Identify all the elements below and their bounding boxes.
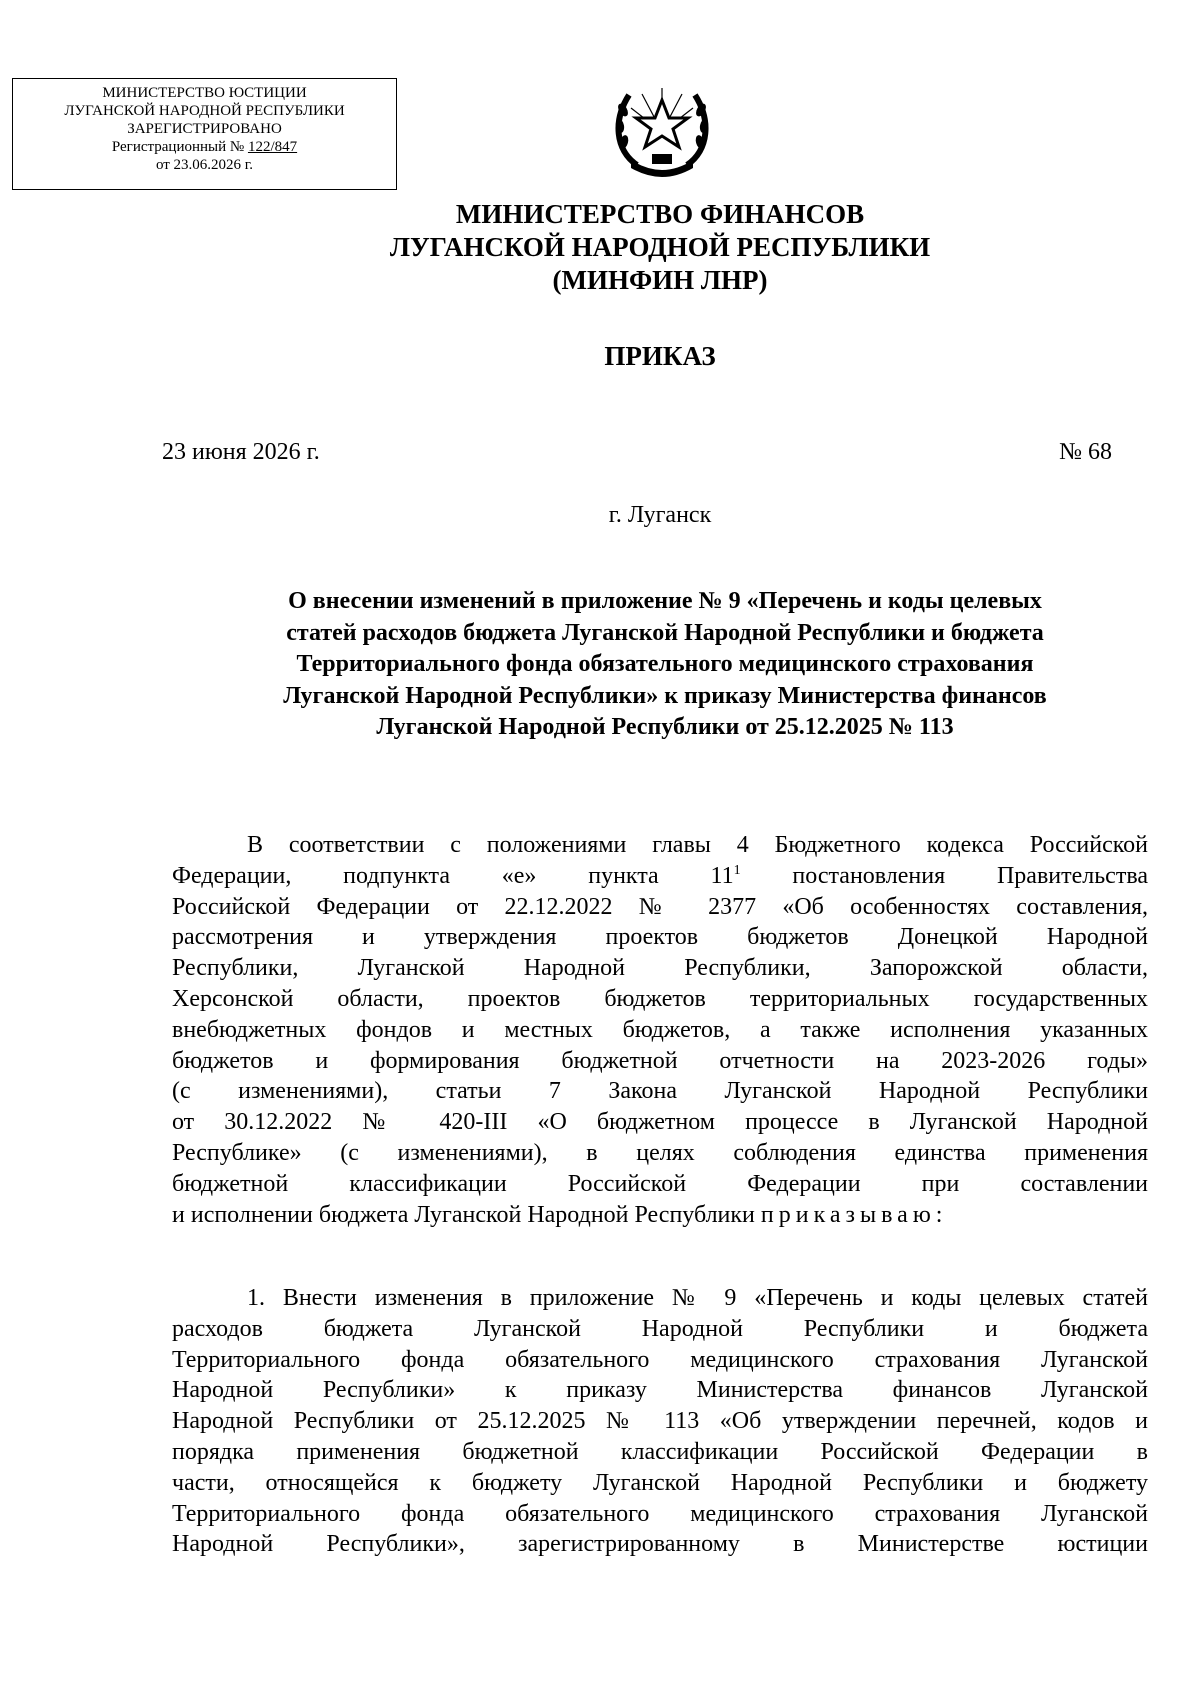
paragraph-line: Территориального фонда обязательного медицинского страхования Луганской (172, 1500, 1148, 1527)
document-city: г. Луганск (608, 502, 712, 528)
paragraph-line: рассмотрения и утверждения проектов бюджетов Донецкой Народной (172, 924, 1148, 951)
paragraph-line: Российской Федерации от 22.12.2022 № 2377 «Об особенностях составления, (172, 893, 1148, 920)
document-date: 23 июня 2026 г. (162, 439, 320, 465)
organization-line: (МИНФИН ЛНР) (552, 265, 768, 295)
paragraph-line: Территориального фонда обязательного медицинского страхования Луганской (172, 1346, 1148, 1373)
paragraph-line (172, 861, 1148, 892)
subject-line: Луганской Народной Республики от 25.12.2025 № 113 (376, 714, 954, 740)
paragraph-line (172, 1200, 1148, 1231)
paragraph-line: расходов бюджета Луганской Народной Республики и бюджета (172, 1315, 1148, 1342)
paragraph-line: (с изменениями), статьи 7 Закона Луганской Народной Республики (172, 1078, 1148, 1105)
subject-line: статей расходов бюджета Луганской Народной Республики и бюджета (286, 619, 1044, 646)
stamp-registration-line (13, 138, 396, 156)
stamp-line: ЛУГАНСКОЙ НАРОДНОЙ РЕСПУБЛИКИ (64, 103, 345, 119)
subject-line: О внесении изменений в приложение № 9 «Перечень и коды целевых (288, 588, 1042, 614)
stamp-line: ЗАРЕГИСТРИРОВАНО (127, 121, 282, 137)
document-number: № 68 (1059, 439, 1112, 465)
paragraph-line: порядка применения бюджетной классификации Российской Федерации в (172, 1438, 1148, 1465)
paragraph-line: бюджетной классификации Российской Федерации при составлении (172, 1170, 1148, 1197)
paragraph-line: Херсонской области, проектов бюджетов территориальных государственных (172, 985, 1148, 1012)
paragraph-text: постановления Правительства (740, 862, 1148, 889)
superscript: 1 (733, 862, 741, 878)
stamp-reg-label: Регистрационный № (111, 139, 245, 155)
paragraph-line: Народной Республики» к приказу Министерства финансов Луганской (172, 1377, 1148, 1404)
order-item-1 (172, 1283, 1148, 1560)
preamble-paragraph (172, 830, 1148, 1230)
subject-line: Луганской Народной Республики» к приказу Министерства финансов (283, 682, 1047, 709)
paragraph-line: 1. Внести изменения в приложение № 9 «Перечень и коды целевых статей (247, 1285, 1148, 1311)
lnr-coat-of-arms-icon (607, 70, 717, 180)
subject-line: Территориального фонда обязательного медицинского страхования (296, 651, 1034, 677)
paragraph-text: и исполнении бюджета Луганской Народной Республики (172, 1201, 761, 1228)
stamp-line: МИНИСТЕРСТВО ЮСТИЦИИ (102, 85, 307, 101)
registration-stamp (12, 78, 397, 190)
paragraph-line: Народной Республики от 25.12.2025 № 113 «Об утверждении перечней, кодов и (172, 1408, 1148, 1435)
paragraph-line: В соответствии с положениями главы 4 Бюджетного кодекса Российской (247, 832, 1148, 858)
paragraph-line: бюджетов и формирования бюджетной отчетности на 2023-2026 годы» (172, 1047, 1148, 1074)
document-type: ПРИКАЗ (604, 341, 716, 371)
document-subject (175, 586, 1155, 744)
stamp-date: от 23.06.2026 г. (155, 157, 254, 173)
paragraph-line: Народной Республики», зарегистрированному в Министерстве юстиции (172, 1531, 1148, 1558)
paragraph-line: внебюджетных фондов и местных бюджетов, а также исполнения указанных (172, 1016, 1148, 1043)
paragraph-line: Республике» (с изменениями), в целях соблюдения единства применения (172, 1139, 1148, 1166)
order-keyword: приказываю: (760, 1201, 948, 1228)
paragraph-line: от 30.12.2022 № 420-III «О бюджетном процессе в Луганской Народной (172, 1109, 1148, 1136)
organization-line: ЛУГАНСКОЙ НАРОДНОЙ РЕСПУБЛИКИ (389, 232, 931, 262)
organization-header (0, 198, 1200, 297)
paragraph-line: Республики, Луганской Народной Республики, Запорожской области, (172, 955, 1148, 982)
organization-line: МИНИСТЕРСТВО ФИНАНСОВ (455, 199, 865, 229)
paragraph-text: Федерации, подпункта «е» пункта 11 (172, 862, 734, 889)
stamp-reg-number: 122/847 (247, 139, 298, 155)
paragraph-line: части, относящейся к бюджету Луганской Народной Республики и бюджету (172, 1469, 1148, 1496)
